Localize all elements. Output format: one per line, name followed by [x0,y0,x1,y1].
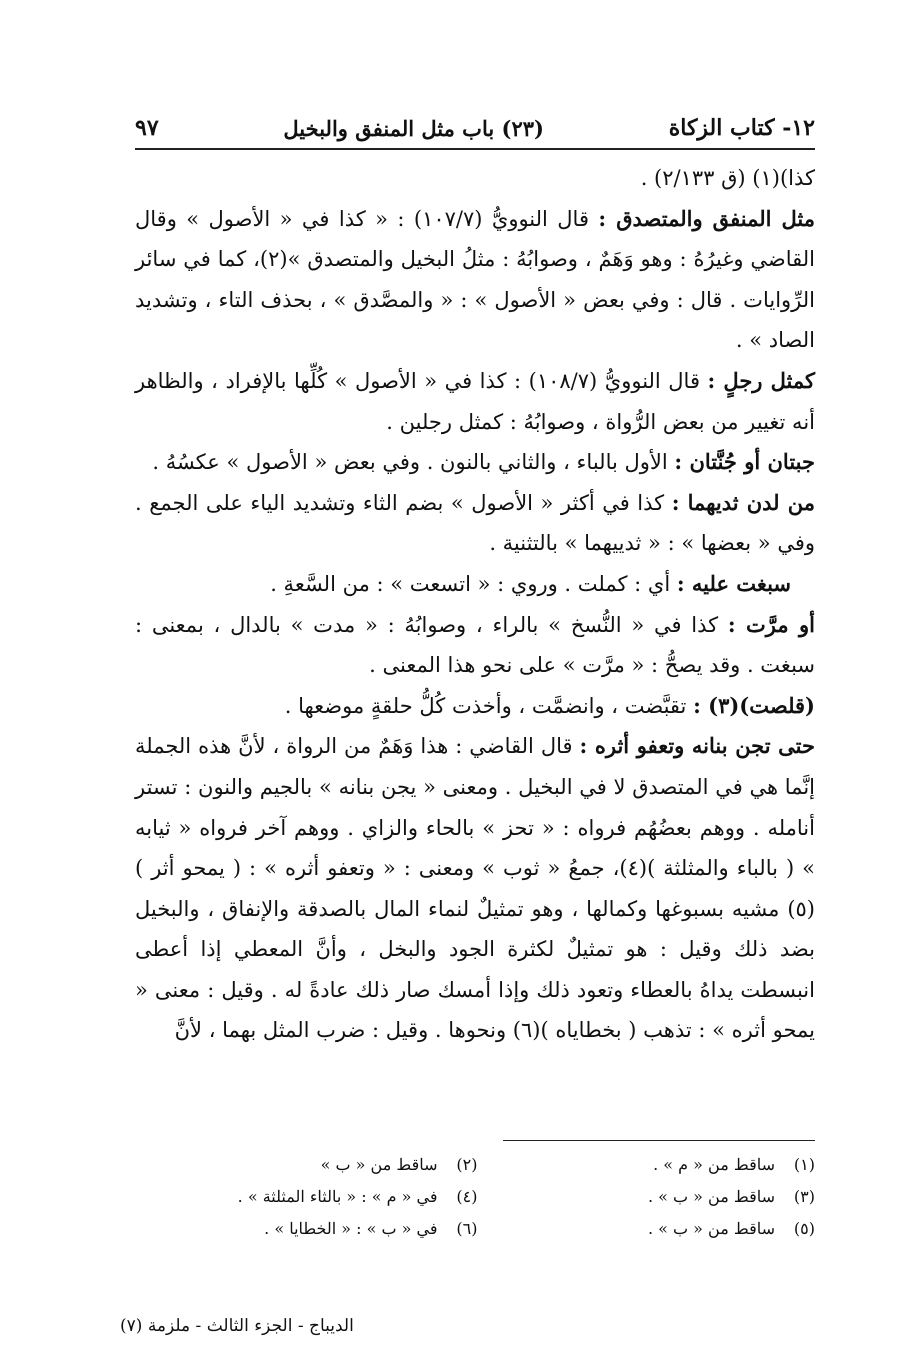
lemma: كمثل رجلٍ : [707,367,815,393]
paragraph [135,686,815,727]
footnotes [180,1150,815,1244]
running-header [135,108,815,148]
paragraph-text: الأول بالباء ، والثاني بالنون . وفي بعض « الأصول » عكسُهُ . [152,450,675,475]
footnote-text: ساقط من « ب » . [647,1219,775,1238]
paragraph [135,605,815,686]
lemma: جبتان أو جُنَّتان : [674,449,815,475]
footnote-number: (٦) [456,1219,478,1238]
lemma: مثل المنفق والمتصدق : [598,205,816,231]
paragraph [135,442,815,483]
paragraph-text: أي : كملت . وروي : « اتسعت » : من السَّعةِ . [270,571,677,596]
footnote-number: (٥) [793,1219,815,1238]
commentary-body [135,158,815,1051]
footnote-text: ساقط من « ب » . [647,1187,775,1206]
paragraph [135,199,815,361]
printer-signature: الديباج - الجزء الثالث - ملزمة (٧) [120,1316,354,1336]
footnote-rule [503,1140,815,1141]
footnote [518,1182,816,1212]
footnote-text: في « ب » : « الخطايا » . [264,1219,438,1238]
footnote-number: (٤) [456,1187,478,1206]
footnote [180,1214,478,1244]
lemma: حتى تجن بنانه وتعفو أثره : [579,733,816,759]
paragraph-text: كذا في أكثر « الأصول » بضم الثاء وتشديد الياء على الجمع . وفي « بعضها » : « ثدييهما » بالتثنية . [135,490,815,556]
paragraph-text: قال القاضي : هذا وَهَمٌ من الرواة ، لأنَّ هذه الجملة إنَّما هي في المتصدق لا في البخيل . ومعنى « يجن بنانه » بالجيم والنون : تستر أنامله . ووهم بعضُهُم فرواه : « تحز » بالحاء والزاي . ووهم آخر فرواه « ثيابه » ( بالباء والمثلثة )(٤)، جمعُ « ثوب » ومعنى : « وتعفو أثره » : ( يمحو أثر )(٥) مشيه بسبوغها وكمالها ، وهو تمثيلٌ لنماء المال بالصدقة والإنفاق ، والبخيل بضد ذلك وقيل : هو تمثيلٌ لكثرة الجود والبخل ، وأنَّ المعطي إذا أعطى انبسطت يداهُ بالعطاء وتعود ذلك وإذا أمسك صار ذلك عادةً له . وقيل : معنى « يمحو أثره » : تذهب ( بخطاياه )(٦) ونحوها . وقيل : ضرب المثل بهما ، لأنَّ [135,734,816,1043]
footnote-number: (٢) [456,1155,478,1174]
paragraph [135,158,815,199]
paragraph-text: قال النوويُّ (١٠٨/٧) : كذا في « الأصول » كُلِّها بالإفراد ، والظاهر أنه تغيير من بعض الرُّواة ، وصوابُهُ : كمثل رجلين . [135,368,815,434]
lemma: سبغت عليه : [676,570,791,596]
footnote-number: (١) [793,1155,815,1174]
paragraph [135,483,815,564]
paragraph [135,564,815,605]
paragraph [135,361,815,442]
paragraph-text: كذا في « النُّسخ » بالراء ، وصوابُهُ : « مدت » بالدال ، بمعنى : سبغت . وقد يصحُّ : « مرَّت » على نحو هذا المعنى . [135,612,815,678]
footnote [180,1182,478,1212]
footnote [518,1150,816,1180]
footnote-number: (٣) [793,1187,815,1206]
footnote [180,1150,478,1180]
footnote-text: في « م » : « بالثاء المثلثة » . [237,1187,438,1206]
lemma: من لدن ثديهما : [671,489,815,515]
paragraph-text: قال النوويُّ (١٠٧/٧) : « كذا في « الأصول » وقال القاضي وغيرُهُ : وهو وَهَمٌ ، وصوابُهُ : مثلُ البخيل والمتصدق »(٢)، كما في سائر الرِّوايات . قال : وفي بعض « الأصول » : « والمصَّدق » ، بحذف التاء ، وتشديد الصاد » . [135,206,815,353]
paragraph-text: تقبَّضت ، وانضمَّت ، وأخذت كُلُّ حلقةٍ موضعها . [284,693,694,718]
paragraph [135,726,815,1051]
header-rule [135,148,815,150]
section-title: (٢٣) باب مثل المنفق والبخيل [283,115,544,141]
chapter-title: ١٢- كتاب الزكاة [668,115,815,141]
footnote-text: ساقط من « ب » [320,1155,438,1174]
footnote-text: ساقط من « م » . [653,1155,775,1174]
lemma: (قلصت)(٣) : [693,692,815,718]
footnote [518,1214,816,1244]
lemma: أو مرَّت : [727,611,815,637]
paragraph-text: كذا)(١) (ق ٢/١٣٣) . [640,166,815,190]
page-number: ٩٧ [135,115,159,141]
